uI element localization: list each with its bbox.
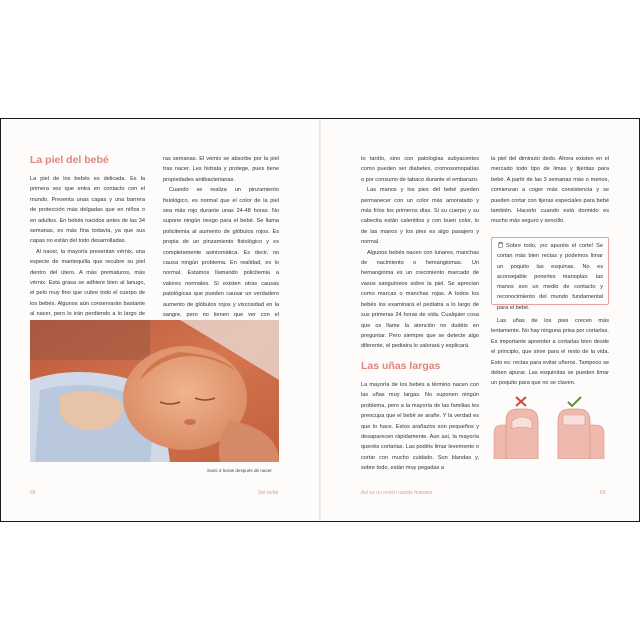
section-heading-skin: La piel del bebé (30, 154, 109, 166)
page-number-right: 69 (600, 490, 606, 496)
callout-text-wrap (497, 241, 603, 313)
left-column-1 (30, 174, 145, 330)
right-column-2 (491, 154, 609, 227)
paragraph: La piel de los bebés es delicada. Es la primera vez que entra en contacto con el mundo. Presenta unas capas y una barrera de protección más delgadas que en niños o en adultos. En bebés nacidos antes de las 34 semanas, es más fina todavía, ya que sus capas no están del todo desarrolladas. (30, 176, 145, 245)
paragraph: la piel del diminuto dedo. Ahora existen en el mercado todo tipo de limas y tijeritas para bebé. A partir de las 3 semanas más o menos, comienzan a coger más consistencia y se pueden cortar con tijeras especiales para bebé también. Hacerlo cuando está dormido es mucho más seguro y sencillo. (491, 156, 609, 225)
paragraph: Las manos y los pies del bebé pueden permanecer con un color más amoratado y más fríos los primeros días. Si su cuerpo y su cabecita están calentitos y con buen color, lo de las manos y los pies es algo pasajero y normal. (361, 187, 479, 246)
page-gutter (319, 119, 321, 521)
photo-caption: Sami 4 horas después de nacer (207, 468, 272, 473)
section-heading-nails: Las uñas largas (361, 360, 441, 372)
paragraph: Al nacer, la mayoría presentan vérnix, una especie de mantequilla que recubre su piel dentro del útero. A más prematuros, más vérnix. Esta grasa se adhiere bien al lanugo, el pelo muy fino que cubre todo el cuerpo de los bebés. Algunos aún conservarán bastante al nacer, pero lo irán perdiendo a lo largo de (30, 248, 145, 318)
running-title-left: Ser bebé (258, 490, 279, 496)
paragraph: Algunos bebés nacen con lunares, manchas de nacimiento o hemangiomas. Un hemangioma es un crecimiento marcado de vasos sanguíneos sobre la piel. Se aprecian como marcas o manchas rojas. A todos los bebés los examinará el pediatra a lo largo de sus primeras 24 horas de vida. Cualquier cosa que os llame la atención no dudéis en preguntar. Pero siempre que se detecte algo diferente, el pediatra lo valorará y explicará. (361, 249, 479, 350)
left-column-2 (163, 154, 279, 331)
running-title-right: Así es un recién nacido humano (361, 490, 433, 496)
newborn-photo (30, 320, 279, 462)
left-page-edge (0, 118, 1, 522)
paragraph: to tardío, sino con patologías subyacentes como pueden ser diabetes, cromosomopatías o por consumo de tabaco durante el embarazo. (361, 156, 479, 183)
right-column-1-continued (361, 380, 479, 474)
toenail-illustration (492, 395, 612, 459)
paragraph: Las uñas de los pies crecen más lentamente. No hay ninguna prisa por cortarlas. Es importante aprender a cortarlas bien desde el principio, que sirve para el resto de la vida. Esto es: rectas para evitar uñeros. Tampoco se deben apurar. Las esquinitas se pueden limar un poquito para que no se claven. (491, 318, 609, 387)
hand-icon (497, 241, 504, 248)
paragraph: La mayoría de los bebés a término nacen con las uñas muy largas. No suponen ningún problema, pero a la mayoría de las familias les preocupa que el bebé se arañe. Y la verdad es que lo hace. Estos arañazos son pequeños y desaparecen rápidamente. Aun así, la mayoría queréis cortarlas. Las podéis limar levemente o cortar con mucho cuidado. Son blandas y, sobre todo, están muy pegadas a (361, 382, 479, 472)
page-number-left: 68 (30, 490, 36, 496)
tip-callout-box (491, 237, 609, 311)
check-icon (568, 397, 581, 406)
paragraph: Cuando se realiza un pinzamiento fisiológico, es normal que el color de la piel sea más rojo durante unas 24-48 horas. No supone ningún riesgo para el bebé. Se llama policitemia al aumento de glóbulos rojos. Es propia de un pinzamiento fisiológico y es completamente asintomática. Es decir, no causa ningún problema. En realidad, es lo normal. Estamos llamando policitemia a valores normales. Si existen otras causas patológicas que pueden causar un verdadero aumento de glóbulos rojos y viscosidad en la sangre, pero no tienen que ver con el (163, 187, 279, 319)
right-column-2-continued (491, 316, 609, 389)
right-column-1 (361, 154, 479, 352)
callout-text: Sobre todo, ¡no apuréis el corte! Se cortan más bien rectas y podemos limar un poquito las esquinas. No es aconsejable ponerles manoplas: las manos son un medio de contacto y reconocimiento del mundo fundamental para el bebé. (497, 243, 603, 311)
paragraph: ras semanas. El vérnix se absorbe por la piel tras nacer. Les hidrata y protege, pues tiene propiedades antibacterianas. (163, 156, 279, 183)
cross-icon (516, 397, 526, 406)
